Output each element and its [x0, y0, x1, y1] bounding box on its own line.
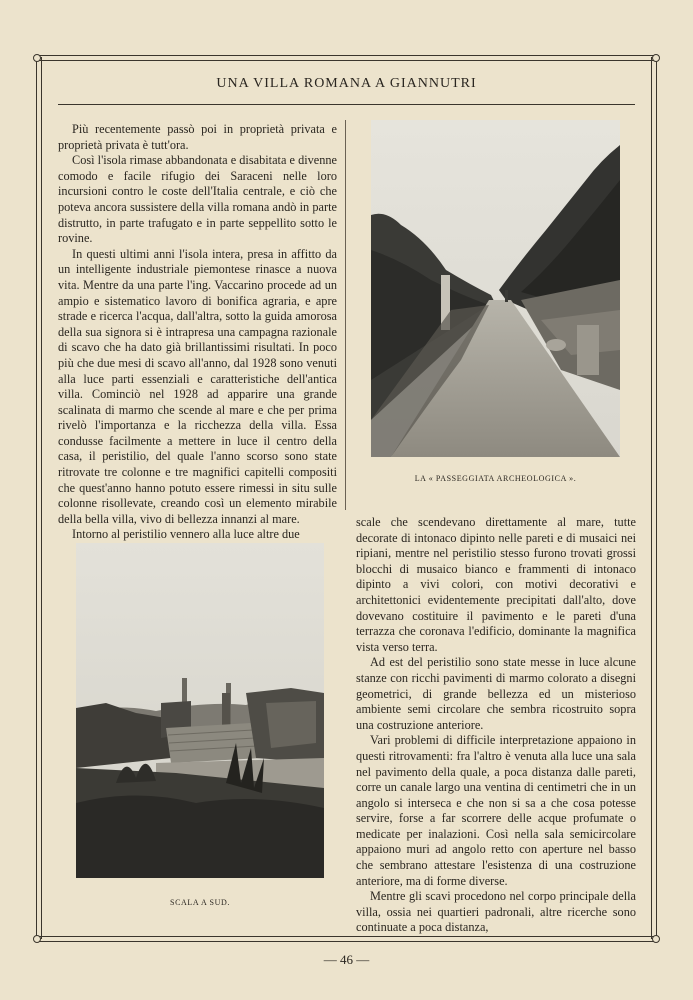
paragraph-continuation: scale che scendevano direttamente al mare, tutte decorate di intonaco dipinto nelle pareti e di musaici nei ripiani, mentre nel peristilio stesso furono trovati grossi blocchi di musaico bianco e frammenti di intonaco dipinto a vivi colori, con motivi decorativi e architettonici evidentemente precipitati dall'alto, dove dovevano costituire il pavimento e le pareti d'una terrazza che coronava l'edificio, dominante la magnifica vista verso terra.: [356, 515, 636, 654]
photo-passeggiata-archeologica: [371, 120, 620, 457]
photo-walkway-image: [371, 120, 620, 457]
paragraph: Così l'isola rimase abbandonata e disabitata e divenne comodo e facile rifugio dei Saraceni nelle loro incursioni contro le coste dell'Italia centrale, e ciò che poteva ancora sussistere della villa romana andò in parte distrutto, in parte trafugato e in parte seppellito sotto le rovine.: [58, 153, 337, 246]
frame-bottom-rule: [36, 936, 657, 942]
photo-caption: SCALA A SUD.: [170, 898, 230, 907]
frame-corner-ornament: [652, 54, 660, 62]
frame-corner-ornament: [33, 935, 41, 943]
photo-scala-a-sud: [76, 543, 324, 878]
frame-corner-ornament: [33, 54, 41, 62]
frame-left-rule: [36, 57, 42, 939]
paragraph: Ad est del peristilio sono state messe in luce alcune stanze con ricchi pavimenti di marmo colorato a disegni geometrici, di grande bellezza ed un misterioso ambiente semi circolare che sembra ricostruito sopra una costruzione anteriore.: [356, 655, 636, 732]
right-text-column: [356, 515, 636, 936]
paragraph: In questi ultimi anni l'isola intera, presa in affitto da un intelligente industriale piemontese rinasce a nuova vita. Mentre da una parte l'ing. Vaccarino procede ad un ampio e sistematico lavoro di bonifica agraria, e apre strade e ricerca l'acqua, dall'altra, sotto la guida amorosa della sua signora si è intrapresa una campagna razionale di scavo che ha dato già brillantissimi risultati. In poco più che due mesi di scavo all'anno, dal 1928 sono venuti alla luce parti essenziali e caratteristiche dell'antica villa. Cominciò nel 1928 ad apparire una grande scalinata di marmo che scende al mare e che per prima rivelò l'importanza e la ricchezza della villa. Essa condusse facilmente a mettere in luce il centro della casa, il peristilio, del quale l'anno scorso sono state ritrovate tre colonne e tre magnifici capitelli compositi che quest'anno hanno potuto essere rimessi in situ sulle colonne risollevate, creando così un elemento mirabile della bella villa, vivo di bellezza innanzi al mare.: [58, 246, 337, 526]
paragraph: Vari problemi di difficile interpretazione appaiono in questi ritrovamenti: fra l'altro è venuta alla luce una sala nel pavimento della quale, a poca distanza dalle pareti, corre un canale largo una ventina di centimetri che in un angolo si interseca e che non si sa a che cosa potesse servire, forse a far scorrere delle acque profumate o medicate per inalazioni. Così nella sala semicircolare appaiono muri ad angolo retto con aperture nel basso che sembrano attestare l'esistenza di una costruzione anteriore, ma di forme diverse.: [356, 733, 636, 888]
photo-caption: LA « PASSEGGIATA ARCHEOLOGICA ».: [414, 474, 577, 483]
frame-top-rule: [36, 55, 657, 61]
left-text-column: [58, 122, 337, 543]
page-number: — 46 —: [323, 952, 370, 967]
frame-right-rule: [651, 57, 657, 939]
paragraph: Intorno al peristilio vennero alla luce altre due: [72, 527, 300, 542]
running-header: UNA VILLA ROMANA A GIANNUTRI: [58, 72, 635, 105]
paragraph: Mentre gli scavi procedono nel corpo principale della villa, ossia nei quartieri padronali, altre ricerche sono continuate a poca distanza,: [356, 889, 636, 935]
photo-staircase-image: [76, 543, 324, 878]
column-divider: [345, 120, 346, 510]
paragraph: Più recentemente passò poi in proprietà privata e proprietà privata è tutt'ora.: [58, 122, 337, 152]
frame-corner-ornament: [652, 935, 660, 943]
